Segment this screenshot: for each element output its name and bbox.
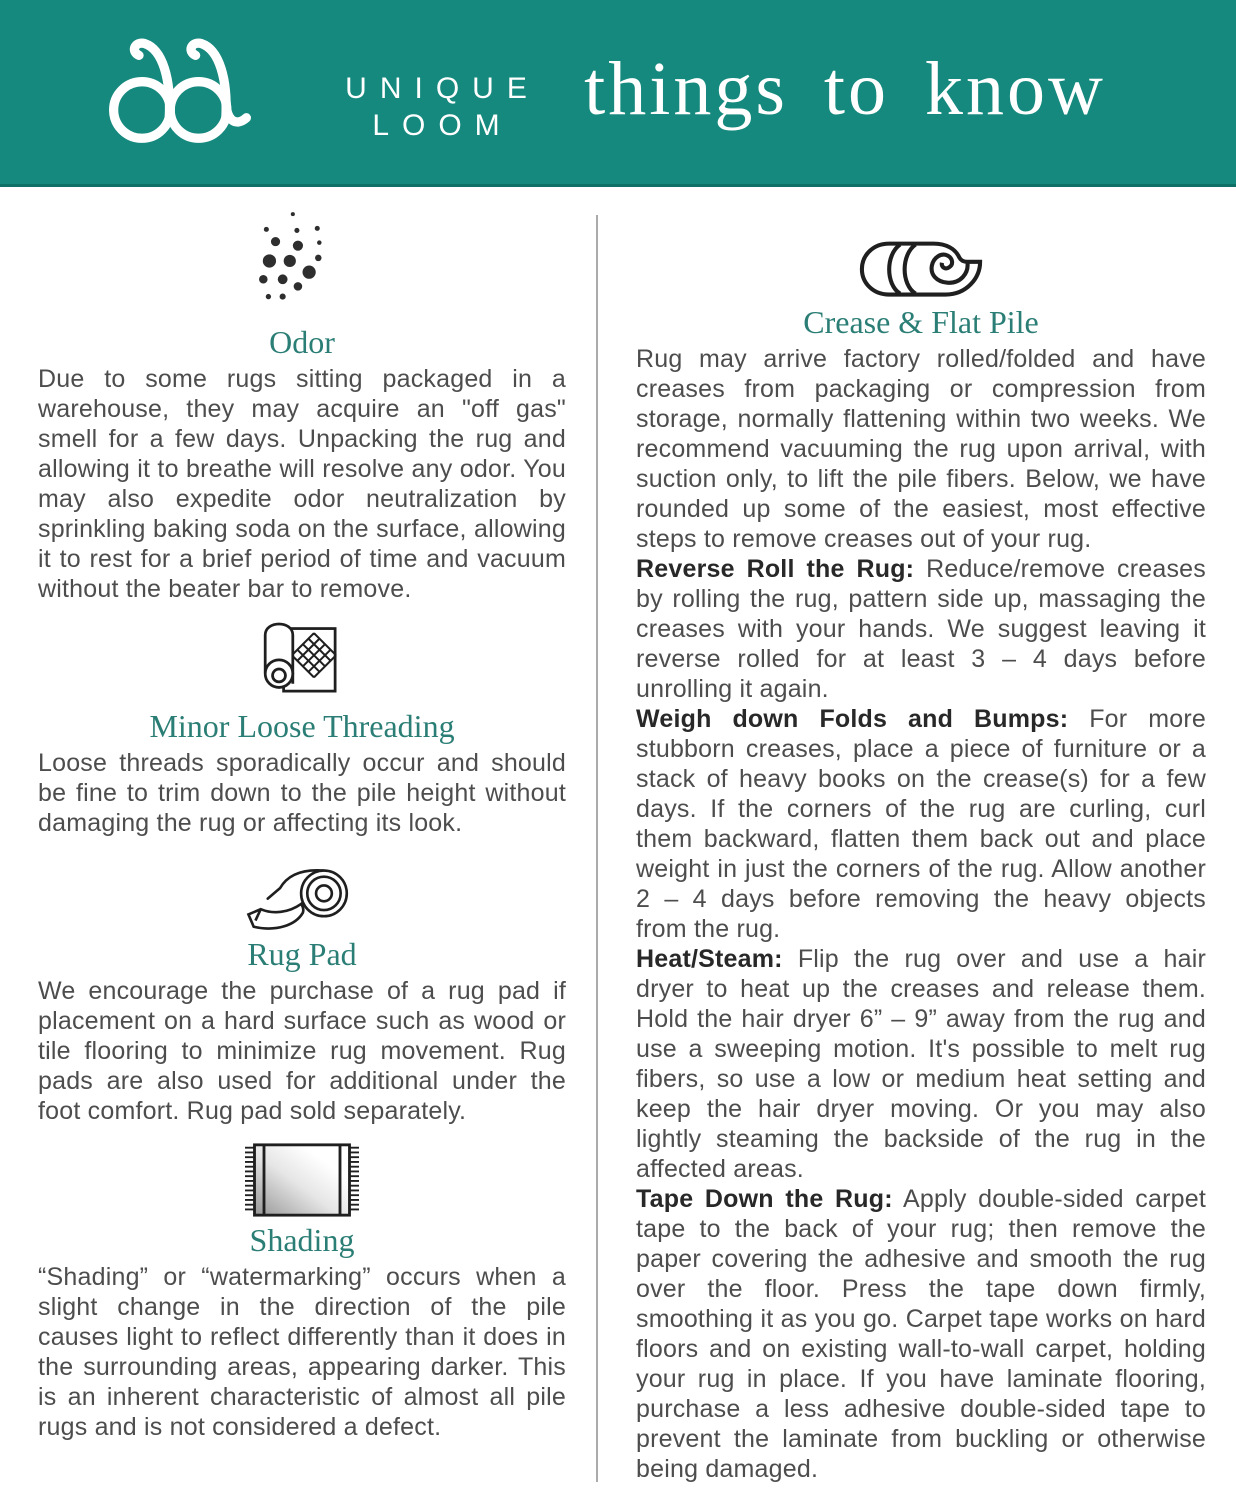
tip-weigh-down-label: Weigh down Folds and Bumps: bbox=[636, 705, 1069, 733]
unique-loom-logo-icon bbox=[98, 28, 303, 150]
section-heading-crease: Crease & Flat Pile bbox=[803, 304, 1039, 340]
page-title: things to know bbox=[584, 47, 1106, 131]
section-heading-threading: Minor Loose Threading bbox=[149, 708, 455, 744]
section-body-rug-pad: We encourage the purchase of a rug pad if placement on a hard surface such as wood or tile flooring to minimize rug movement. Rug pads are also used for additional under the foot comfort. Rug pad sold separately. bbox=[38, 977, 566, 1125]
section-body-threading: Loose threads sporadically occur and should be fine to trim down to the pile height without damaging the rug or affecting its look. bbox=[38, 749, 566, 837]
header-band bbox=[0, 0, 1236, 187]
tip-tape-down-label: Tape Down the Rug: bbox=[636, 1185, 893, 1213]
tip-tape-down bbox=[636, 1184, 1206, 1484]
odor-specks-icon bbox=[246, 208, 358, 320]
unrolled-rug-crosshatch-icon bbox=[256, 612, 348, 704]
section-body-odor: Due to some rugs sitting packaged in a warehouse, they may acquire an "off gas" smell for a few days. Unpacking the rug and allowing it to breathe will resolve any odor. You may also expedite odor neutralization by sprinkling baking soda on the surface, allowing it to rest for a brief period of time and vacuum without the beater bar to remove. bbox=[38, 365, 566, 603]
column-divider bbox=[596, 215, 598, 1482]
tip-heat-steam-label: Heat/Steam: bbox=[636, 945, 783, 973]
crease-intro-paragraph: Rug may arrive factory rolled/folded and have creases from packaging or compression from storage, normally flattening within two weeks. We recommend vacuuming the rug upon arrival, with suction only, to lift the pile fibers. Below, we have rounded up some of the easiest, most effective steps to remove creases out of your rug. bbox=[636, 345, 1206, 553]
tip-reverse-roll-text: Reduce/remove creases by rolling the rug, pattern side up, massaging the creases with your hands. We suggest leaving it reverse rolled for at least 3 – 4 days before unrolling it again. bbox=[636, 555, 1206, 703]
brand-line-1: UNIQUE bbox=[345, 72, 540, 105]
shaded-rug-fringe-icon bbox=[243, 1142, 361, 1218]
section-heading-shading: Shading bbox=[249, 1222, 355, 1258]
rug-pad-roll-icon bbox=[243, 860, 361, 932]
tip-reverse-roll-label: Reverse Roll the Rug: bbox=[636, 555, 915, 583]
rolled-rug-spiral-icon bbox=[855, 240, 987, 300]
section-body-shading: “Shading” or “watermarking” occurs when a slight change in the direction of the pile causes light to reflect differently than it does in the surrounding areas, appearing darker. This is an inherent characteristic of almost all pile rugs and is not considered a defect. bbox=[38, 1263, 566, 1441]
tip-reverse-roll bbox=[636, 554, 1206, 704]
tip-weigh-down bbox=[636, 704, 1206, 944]
right-column bbox=[636, 187, 1206, 1484]
brand-line-2: LOOM bbox=[372, 109, 513, 142]
left-column bbox=[38, 187, 566, 1442]
tip-weigh-down-text: For more stubborn creases, place a piece of furniture or a stack of heavy books on the crease(s) for a few days. If the corners of the rug are curling, curl them backward, flatten them back out and place weight in just the corners of the rug. Allow another 2 – 4 days before removing the heavy objects from the rug. bbox=[636, 705, 1206, 943]
tip-heat-steam bbox=[636, 944, 1206, 1184]
tip-heat-steam-text: Flip the rug over and use a hair dryer to heat up the creases and release them. Hold the hair dryer 6” – 9” away from the rug and use a sweeping motion. It's possible to melt rug fibers, so use a low or medium heat setting and keep the hair dryer moving. Or you may also lightly steaming the backside of the rug in the affected areas. bbox=[636, 945, 1206, 1183]
section-heading-odor: Odor bbox=[269, 324, 335, 360]
tip-tape-down-text: Apply double-sided carpet tape to the back of your rug; then remove the paper covering the adhesive and smooth the rug over the floor. Press the tape down firmly, smoothing it as you go. Carpet tape works on hard floors and on existing wall-to-wall carpet, holding your rug in place. If you have laminate flooring, purchase a less adhesive double-sided tape to prevent the laminate from buckling or otherwise being damaged. bbox=[636, 1185, 1206, 1483]
section-heading-rug-pad: Rug Pad bbox=[247, 936, 357, 972]
